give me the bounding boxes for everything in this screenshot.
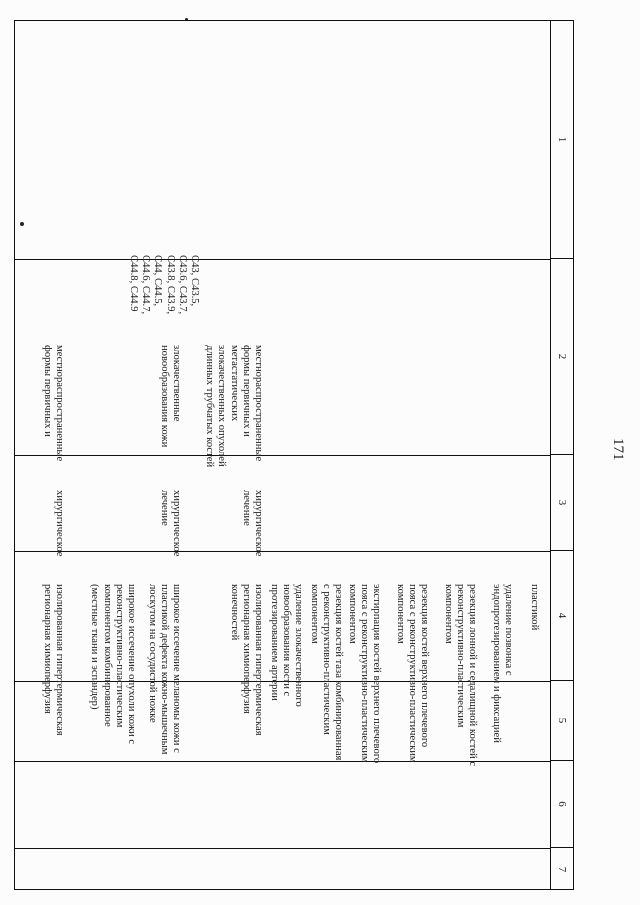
treatment-item: резекция костей верхнего плечевого пояса с реконструктивно-пластическим компонентом <box>394 584 430 763</box>
column-number-4: 4 <box>551 551 573 681</box>
column-separator <box>15 848 551 849</box>
diagnosis-bone: местнораспространенные формы первичных и метастатических злокачественных опухолей длинных трубчатых костей <box>204 345 264 468</box>
treatment-bone: изолированная гипертермическая регионарная химиоперфузия конечностей <box>228 584 264 736</box>
icd-codes-skin: C43, C43.5, C43.6, C43.7, C43.8, C43.9, C44, C44.5, C44.6, C44.7, C44.8, C44.9 <box>127 255 200 315</box>
page-number: 171 <box>610 438 626 461</box>
column-number-5: 5 <box>551 681 573 761</box>
diagnosis-skin: злокачественные новообразования кожи <box>158 345 182 448</box>
treatment-item: пластикой <box>529 584 540 631</box>
treatment-skin-2: широкое иссечение опухоли кожи с реконструктивно-пластическим компонентом комбинированное (местные ткани и эспандер) <box>89 584 137 745</box>
treatment-bottom: изолированная гипертермическая регионарная химиоперфузия <box>41 584 65 736</box>
treatment-type-bone: хирургическое лечение <box>240 490 264 557</box>
treatment-table <box>14 20 574 890</box>
table-header <box>550 21 573 889</box>
diagnosis-bottom: местнораспространенные формы первичных и <box>41 345 65 462</box>
treatment-item: резекция костей таза комбинированная с реконструктивно-пластическим компонентом <box>308 584 344 761</box>
column-number-6: 6 <box>551 761 573 848</box>
treatment-item: экстирпация костей верхнего плечевого пояса с реконструктивно-пластическим компонентом <box>346 584 382 764</box>
column-separator <box>15 551 551 552</box>
column-number-2: 2 <box>551 259 573 455</box>
treatment-item: удаление злокачественного новообразования кости с протезированием артерии <box>268 584 304 707</box>
column-number-1: 1 <box>551 21 573 259</box>
column-number-3: 3 <box>551 455 573 551</box>
treatment-type-skin: хирургическое лечение <box>158 490 182 557</box>
treatment-skin-1: широкое иссечение меланомы кожи с пластикой дефекта кожно-мышечным лоскутом на сосудистой ножке <box>146 584 182 755</box>
treatment-item: резекция лонной и седалищной костей с реконструктивно-пластическим компонентом <box>442 584 478 767</box>
treatment-type-bottom: хирургическое <box>54 490 65 557</box>
treatment-item: удаление позвонка с эндопротезированием и фиксацией <box>490 584 514 743</box>
column-number-7: 7 <box>556 866 568 873</box>
column-separator <box>15 259 551 260</box>
column-separator <box>15 455 551 456</box>
